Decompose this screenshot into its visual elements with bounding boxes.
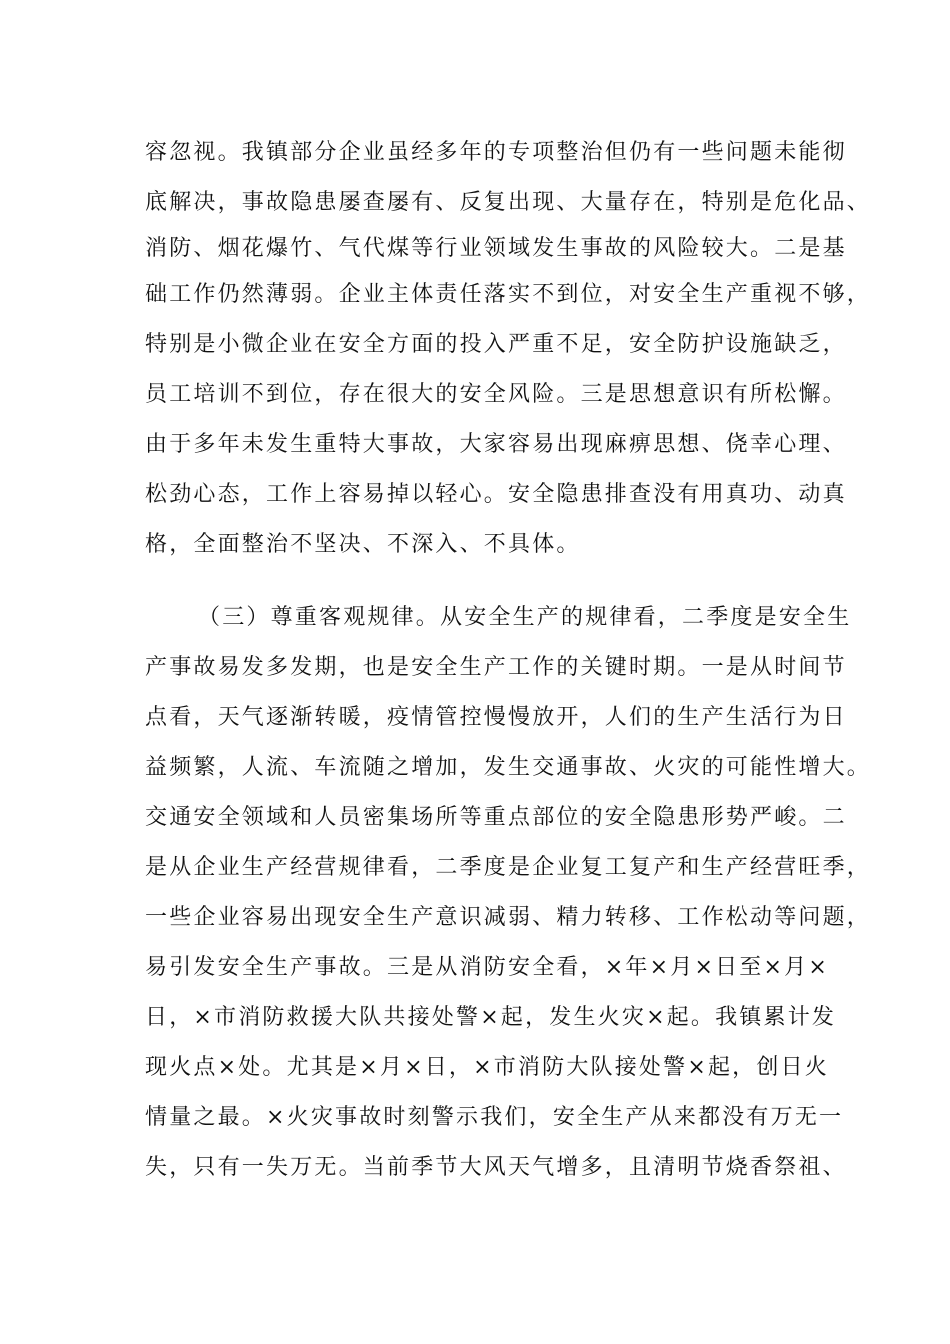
text-line: 格，全面整治不坚决、不深入、不具体。 (145, 532, 581, 557)
text-line: 日，×市消防救援大队共接处警×起，发生火灾×起。我镇累计发 (145, 1005, 837, 1030)
text-line: 现火点×处。尤其是×月×日，×市消防大队接处警×起，创日火 (145, 1055, 829, 1080)
text-line: 点看，天气逐渐转暖，疫情管控慢慢放开，人们的生产生活行为日 (145, 705, 847, 730)
text-line: 容忽视。我镇部分企业虽经多年的专项整治但仍有一些问题未能彻 (145, 140, 847, 165)
text-line: 产事故易发多发期，也是安全生产工作的关键时期。一是从时间节 (145, 655, 847, 680)
text-line: 易引发安全生产事故。三是从消防安全看，×年×月×日至×月× (145, 955, 829, 980)
text-line: 交通安全领域和人员密集场所等重点部位的安全隐患形势严峻。二 (145, 805, 847, 830)
text-line: 益频繁，人流、车流随之增加，发生交通事故、火灾的可能性增大。 (145, 755, 872, 780)
text-line: 础工作仍然薄弱。企业主体责任落实不到位，对安全生产重视不够， (145, 282, 872, 307)
text-line: 松劲心态，工作上容易掉以轻心。安全隐患排查没有用真功、动真 (145, 482, 847, 507)
section-heading-line: （三）尊重客观规律。从安全生产的规律看，二季度是安全生 (198, 605, 852, 630)
text-line: 消防、烟花爆竹、气代煤等行业领域发生事故的风险较大。二是基 (145, 236, 847, 261)
text-line: 是从企业生产经营规律看，二季度是企业复工复产和生产经营旺季， (145, 855, 872, 880)
text-line: 一些企业容易出现安全生产意识减弱、精力转移、工作松动等问题， (145, 905, 872, 930)
text-line: 员工培训不到位，存在很大的安全风险。三是思想意识有所松懈。 (145, 382, 847, 407)
text-line: 由于多年未发生重特大事故，大家容易出现麻痹思想、侥幸心理、 (145, 432, 847, 457)
text-line: 特别是小微企业在安全方面的投入严重不足，安全防护设施缺乏， (145, 332, 847, 357)
text-line: 情量之最。×火灾事故时刻警示我们，安全生产从来都没有万无一 (145, 1105, 844, 1130)
text-line: 底解决，事故隐患屡查屡有、反复出现、大量存在，特别是危化品、 (145, 190, 872, 215)
text-line: 失，只有一失万无。当前季节大风天气增多，且清明节烧香祭祖、 (145, 1155, 847, 1180)
